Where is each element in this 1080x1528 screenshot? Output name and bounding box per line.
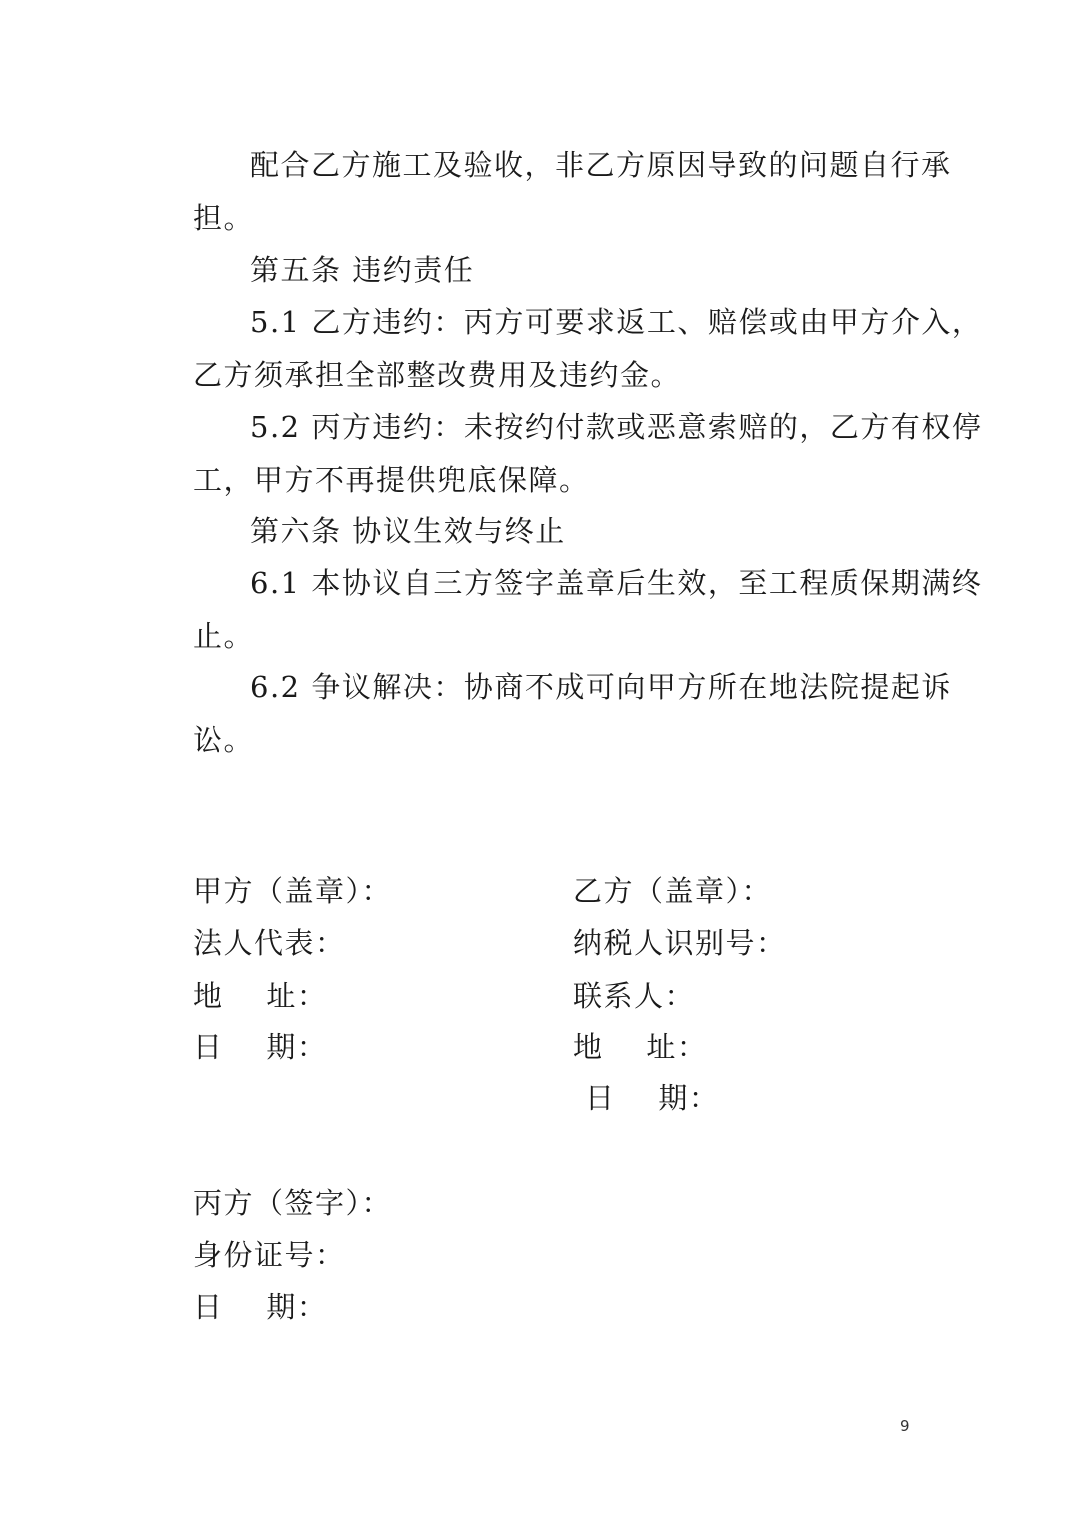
clause-5-1-continued: 乙方须承担全部整改费用及违约金。: [193, 358, 682, 392]
article-5-heading: 第五条 违约责任: [250, 253, 475, 287]
clause-6-1: 6.1 本协议自三方签字盖章后生效，至工程质保期满终: [250, 566, 983, 600]
party-b-tax-id-label: 纳税人识别号：: [573, 926, 787, 960]
paragraph-line: 配合乙方施工及验收，非乙方原因导致的问题自行承: [250, 148, 952, 182]
party-a-address-label: 地 址：: [193, 979, 328, 1013]
clause-5-2: 5.2 丙方违约：未按约付款或恶意索赔的，乙方有权停: [250, 410, 983, 444]
party-b-contact-label: 联系人：: [573, 979, 696, 1013]
page-number: 9: [900, 1417, 910, 1435]
party-c-id-number-label: 身份证号：: [193, 1238, 346, 1272]
clause-5-2-continued: 工，甲方不再提供兜底保障。: [193, 463, 590, 497]
party-b-address-label: 地 址：: [573, 1030, 708, 1064]
party-a-seal-label: 甲方（盖章）：: [193, 874, 393, 908]
party-a-date-label: 日 期：: [193, 1030, 328, 1064]
clause-6-2-continued: 讼。: [193, 723, 255, 757]
party-b-date-label: 日 期：: [585, 1081, 720, 1115]
clause-6-1-continued: 止。: [193, 619, 255, 653]
party-c-signature-label: 丙方（签字）：: [193, 1186, 393, 1220]
paragraph-line: 担。: [193, 201, 255, 235]
clause-5-1: 5.1 乙方违约：丙方可要求返工、赔偿或由甲方介入，: [250, 305, 983, 339]
party-c-date-label: 日 期：: [193, 1290, 328, 1324]
article-6-heading: 第六条 协议生效与终止: [250, 514, 566, 548]
party-a-legal-rep-label: 法人代表：: [193, 926, 346, 960]
clause-6-2: 6.2 争议解决：协商不成可向甲方所在地法院提起诉: [250, 670, 952, 704]
party-b-seal-label: 乙方（盖章）：: [573, 874, 773, 908]
